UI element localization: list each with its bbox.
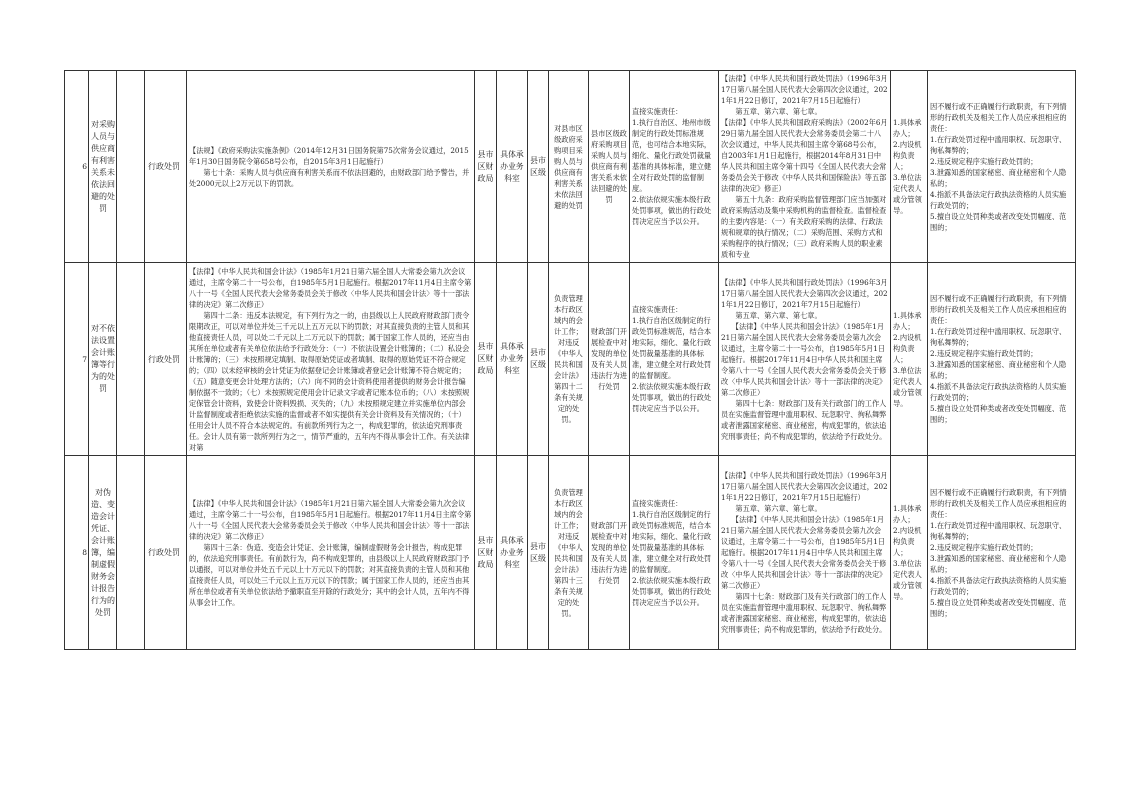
legal-basis-cell: 【法规】《政府采购法实施条例》（2014年12月31日国务院第75次常务会议通过，2015年1月30日国务院令第658号公布，自2015年3月1日起施行） 第七十条：采购人员与供应商有利害关系而不依法回避的，由财政部门给予警告，并处2000元以上2万元以下的罚款。 [187, 71, 475, 263]
row-index: 7 [65, 263, 89, 456]
subject-cell: 财政部门开展检查中对发现的单位及有关人员违法行为进行处罚 [589, 263, 630, 456]
duty-cell: 直接实施责任： 1.执行自治区级制定的行政处罚标准规范，结合本地实际，细化、量化行政处罚裁量基准的具体标准，建立健全对行政处罚的监督制度。 2.依法依规实施本级行政处罚事项，做出的行政处罚决定应当予以公开。 [630, 263, 719, 456]
subject-cell: 财政部门开展检查中对发现的单位及有关人员违法行为进行处罚 [589, 456, 630, 650]
level-cell: 县市区级 [528, 71, 549, 263]
scope-cell: 对县市区级政府采购项目采购人员与供应商有利害关系未依法回避的处罚 [549, 71, 589, 263]
row-index: 8 [65, 456, 89, 650]
department-cell: 县市区财政局 [475, 456, 497, 650]
liability-cell: 因不履行或不正确履行行政职责，有下列情形的行政机关及相关工作人员应承担相应的责任： 1.在行政处罚过程中滥用职权、玩忽职守、徇私舞弊的； 2.违反规定程序实施行政处罚的； 3.泄露知悉的国家秘密、商业秘密和个人隐私的； 4.指派不具备法定行政执法资格的人员实施行政处罚的； 5.擅自设立处罚种类或者改变处罚幅度、范围的； [928, 456, 1076, 650]
duty-basis-cell: 【法律】《中华人民共和国行政处罚法》（1996年3月17日第八届全国人民代表大会第四次会议通过，2021年1月22日修订，2021年7月15日起施行） 第五章、第六章、第七章。 【法律】《中华人民共和国会计法》（1985年1月21日第六届全国人民代表大会常务委员会第九次会议通过，主席令第二十一号公布，自1985年5月1日起施行。根据2017年11月4日中华人民共和国主席令第八十一号《全国人民代表大会常务委员会关于修改〈中华人民共和国会计法〉等十一部法律的决定》第二次修正） 第四十七条：财政部门及有关行政部门的工作人员在实施监督管理中滥用职权、玩忽职守、徇私舞弊或者泄露国家秘密、商业秘密，构成犯罪的，依法追究刑事责任；尚不构成犯罪的，依法给予行政处分。 [719, 456, 891, 650]
blank-cell [117, 71, 145, 263]
item-type-cell: 行政处罚 [145, 263, 187, 456]
legal-basis-cell: 【法律】《中华人民共和国会计法》（1985年1月21日第六届全国人大常委会第九次会议通过，主席令第二十一号公布，自1985年5月1日起施行。根据2017年11月4日主席令第八十一号《全国人民代表大会常务委员会关于修改〈中华人民共和国会计法〉等十一部法律的决定》第二次修正） 第四十二条：违反本法规定，有下列行为之一的，由县级以上人民政府财政部门责令限期改正，可以对单位并处三千元以上五万元以下的罚款；对其直接负责的主管人员和其他直接责任人员，可以处二千元以上二万元以下的罚款；属于国家工作人员的，还应当由其所在单位或者有关单位依法给予行政处分：（一）不依法设置会计账簿的；（二）私设会计账簿的；（三）未按照规定填制、取得原始凭证或者填制、取得的原始凭证不符合规定的；（四）以未经审核的会计凭证为依据登记会计账簿或者登记会计账簿不符合规定的；（五）随意变更会计处理方法的；（六）向不同的会计资料使用者提供的财务会计报告编制依据不一致的；（七）未按照规定使用会计记录文字或者记账本位币的；（八）未按照规定保管会计资料，致使会计资料毁损、灭失的；（九）未按照规定建立并实施单位内部会计监督制度或者拒绝依法实施的监督或者不如实提供有关会计资料及有关情况的；（十）任用会计人员不符合本法规定的。有前款所列行为之一，构成犯罪的，依法追究刑事责任。会计人员有第一款所列行为之一，情节严重的，五年内不得从事会计工作。有关法律对第 [187, 263, 475, 456]
responsibility-table [64, 70, 1076, 650]
liable-subject-cell: 1.具体承办人； 2.内设机构负责人； 3.单位法定代表人或分管领导。 [891, 71, 928, 263]
liable-subject-cell: 1.具体承办人； 2.内设机构负责人； 3.单位法定代表人或分管领导。 [891, 456, 928, 650]
liability-cell: 因不履行或不正确履行行政职责，有下列情形的行政机关及相关工作人员应承担相应的责任： 1.在行政处罚过程中滥用职权、玩忽职守、徇私舞弊的； 2.违反规定程序实施行政处罚的； 3.泄露知悉的国家秘密、商业秘密和个人隐私的； 4.指派不具备法定行政执法资格的人员实施行政处罚的； 5.擅自设立处罚种类或者改变处罚幅度、范围的； [928, 263, 1076, 456]
department-cell: 县市区财政局 [475, 263, 497, 456]
table-row [65, 71, 1076, 263]
duty-basis-cell: 【法律】《中华人民共和国行政处罚法》（1996年3月17日第八届全国人民代表大会第四次会议通过，2021年1月22日修订，2021年7月15日起施行） 第五章、第六章、第七章。 【法律】《中华人民共和国政府采购法》（2002年6月29日第九届全国人民代表大会常务委员会第二十八次会议通过，中华人民共和国主席令第68号公布，自2003年1月1日起施行，根据2014年8月31日中华人民共和国主席令第十四号《全国人民代表大会常务委员会关于修改《中华人民共和国保险法》等五部法律的决定》修正） 第五十九条：政府采购监督管理部门应当加强对政府采购活动及集中采购机构的监督检查。监督检查的主要内容是：（一）有关政府采购的法律、行政法规和规章的执行情况；（二）采购范围、采购方式和采购程序的执行情况；（三）政府采购人员的职业素质和专业 [719, 71, 891, 263]
liability-cell: 因不履行或不正确履行行政职责，有下列情形的行政机关及相关工作人员应承担相应的责任： 1.在行政处罚过程中滥用职权、玩忽职守、徇私舞弊的； 2.违反规定程序实施行政处罚的； 3.泄露知悉的国家秘密、商业秘密和个人隐私的； 4.指派不具备法定行政执法资格的人员实施行政处罚的； 5.擅自设立处罚种类或者改变处罚幅度、范围的； [928, 71, 1076, 263]
subject-cell: 县市区级政府采购项目采购人员与供应商有利害关系未依法回避的处罚 [589, 71, 630, 263]
scope-cell: 负责管理本行政区域内的会计工作；对违反《中华人民共和国会计法》第四十三条有关规定的处罚。 [549, 456, 589, 650]
level-cell: 县市区级 [528, 456, 549, 650]
office-cell: 具体承办业务科室 [497, 71, 528, 263]
level-cell: 县市区级 [528, 263, 549, 456]
office-cell: 具体承办业务科室 [497, 456, 528, 650]
blank-cell [117, 263, 145, 456]
table-row [65, 263, 1076, 456]
table-row [65, 456, 1076, 650]
duty-basis-cell: 【法律】《中华人民共和国行政处罚法》（1996年3月17日第八届全国人民代表大会第四次会议通过，2021年1月22日修订，2021年7月15日起施行） 第五章、第六章、第七章。 【法律】《中华人民共和国会计法》（1985年1月21日第六届全国人民代表大会常务委员会第九次会议通过，主席令第二十一号公布，自1985年5月1日起施行。根据2017年11月4日中华人民共和国主席令第八十一号《全国人民代表大会常务委员会关于修改〈中华人民共和国会计法〉等十一部法律的决定》第二次修正） 第四十七条：财政部门及有关行政部门的工作人员在实施监督管理中滥用职权、玩忽职守、徇私舞弊或者泄露国家秘密、商业秘密，构成犯罪的，依法追究刑事责任；尚不构成犯罪的，依法给予行政处分。 [719, 263, 891, 456]
row-index: 6 [65, 71, 89, 263]
item-name-cell: 对不依法设置会计账簿等行为的处罚 [89, 263, 117, 456]
item-type-cell: 行政处罚 [145, 71, 187, 263]
liable-subject-cell: 1.具体承办人； 2.内设机构负责人； 3.单位法定代表人或分管领导。 [891, 263, 928, 456]
duty-cell: 直接实施责任： 1.执行自治区、地州市级制定的行政处罚标准规范，也可结合本地实际，细化、量化行政处罚裁量基准的具体标准，建立健全对行政处罚的监督制度。 2.依法依规实施本级行政处罚事项，做出的行政处罚决定应当予以公开。 [630, 71, 719, 263]
item-name-cell: 对采购人员与供应商有利害关系未依法回避的处罚 [89, 71, 117, 263]
office-cell: 具体承办业务科室 [497, 263, 528, 456]
scope-cell: 负责管理本行政区域内的会计工作；对违反《中华人民共和国会计法》第四十二条有关规定的处罚。 [549, 263, 589, 456]
blank-cell [117, 456, 145, 650]
department-cell: 县市区财政局 [475, 71, 497, 263]
item-name-cell: 对伪造、变造会计凭证、会计账簿，编制虚假财务会计报告行为的处罚 [89, 456, 117, 650]
legal-basis-cell: 【法律】《中华人民共和国会计法》（1985年1月21日第六届全国人大常委会第九次会议通过，主席令第二十一号公布，自1985年5月1日起施行。根据2017年11月4日主席令第八十一号《全国人民代表大会常务委员会关于修改〈中华人民共和国会计法〉等十一部法律的决定》第二次修正） 第四十三条：伪造、变造会计凭证、会计账簿，编制虚假财务会计报告，构成犯罪的，依法追究刑事责任。有前款行为，尚不构成犯罪的，由县级以上人民政府财政部门予以通报，可以对单位并处五千元以上十万元以下的罚款；对其直接负责的主管人员和其他直接责任人员，可以处三千元以上五万元以下的罚款；属于国家工作人员的，还应当由其所在单位或者有关单位依法给予撤职直至开除的行政处分；其中的会计人员，五年内不得从事会计工作。 [187, 456, 475, 650]
item-type-cell: 行政处罚 [145, 456, 187, 650]
duty-cell: 直接实施责任： 1.执行自治区级制定的行政处罚标准规范，结合本地实际，细化、量化行政处罚裁量基准的具体标准，建立健全对行政处罚的监督制度。 2.依法依规实施本级行政处罚事项，做出的行政处罚决定应当予以公开。 [630, 456, 719, 650]
